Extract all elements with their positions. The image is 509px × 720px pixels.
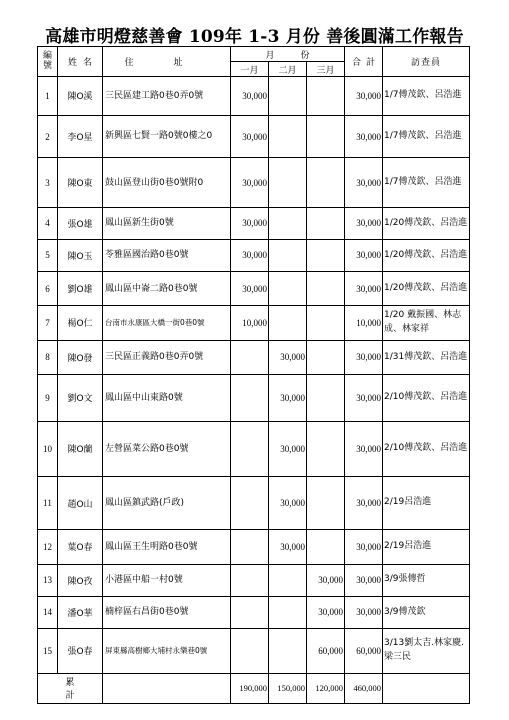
row-index: 4 [38,207,58,239]
row-month3-amount: 60,000 [307,628,345,673]
row-month1-amount: 30,000 [231,207,269,239]
totals-row [38,673,470,703]
row-index: 13 [38,564,58,596]
row-index: 7 [38,306,58,340]
report-title: 高雄市明燈慈善會 109年 1-3 月份 善後圓滿工作報告 [45,27,464,47]
row-index: 3 [38,158,58,207]
row-month1-amount [231,530,269,564]
row-name: 劉O雄 [58,272,103,306]
row-name: 葉O春 [58,530,103,564]
table-row [38,422,470,477]
row-month3-amount: 30,000 [307,564,345,596]
row-visitor: 2/19呂浩進 [383,530,470,564]
row-visitor: 1/20 戴振國、林志成、林家祥 [383,306,470,340]
row-total-amount: 30,000 [345,340,383,374]
table-row [38,158,470,207]
header-month-group: 月份 [231,47,345,62]
row-name: 劉O文 [58,374,103,421]
row-month2-amount: 30,000 [269,374,307,421]
row-address: 鳳山區王生明路0巷0號 [103,530,231,564]
row-month1-amount [231,596,269,628]
row-month3-amount [307,530,345,564]
table-row [38,596,470,628]
row-address: 鳳山區新生街0號 [103,207,231,239]
row-total-amount: 60,000 [345,628,383,673]
row-total-amount: 10,000 [345,306,383,340]
row-month3-amount [307,115,345,158]
row-address: 三民區建工路0巷0弄0號 [103,77,231,116]
row-total-amount: 30,000 [345,272,383,306]
row-visitor: 1/31傅茂欽、呂浩進 [383,340,470,374]
table-row [38,115,470,158]
table-row [38,530,470,564]
row-visitor: 2/19呂浩進 [383,476,470,530]
row-address: 鳳山區中崙二路0巷0號 [103,272,231,306]
header-index-line1: 編 [42,50,52,61]
row-index: 11 [38,476,58,530]
header-index [38,47,58,77]
row-index: 8 [38,340,58,374]
row-name: 張O雄 [58,207,103,239]
row-month3-amount: 30,000 [307,596,345,628]
row-month1-amount: 30,000 [231,77,269,116]
row-visitor: 1/7傅茂欽、呂浩進 [383,77,470,116]
row-month3-amount [307,207,345,239]
row-month1-amount: 10,000 [231,306,269,340]
row-name: 陳O孜 [58,564,103,596]
row-total-amount: 30,000 [345,158,383,207]
row-month3-amount [307,239,345,271]
totals-month2: 150,000 [269,673,307,703]
row-month1-amount: 30,000 [231,239,269,271]
row-name: 陳O東 [58,158,103,207]
row-month1-amount [231,628,269,673]
table-row [38,306,470,340]
row-total-amount: 30,000 [345,115,383,158]
row-month2-amount [269,564,307,596]
row-visitor: 1/20傅茂欽、呂浩進 [383,272,470,306]
row-index: 9 [38,374,58,421]
header-name: 姓名 [58,47,103,77]
row-visitor: 1/7傅茂欽、呂浩進 [383,115,470,158]
row-month2-amount: 30,000 [269,476,307,530]
row-month1-amount [231,422,269,477]
row-address: 左營區菜公路0巷0號 [103,422,231,477]
header-month1: 一月 [231,62,269,77]
row-total-amount: 30,000 [345,530,383,564]
row-month2-amount [269,306,307,340]
row-address: 屏東縣高樹鄉大埔村永樂巷0號 [103,628,231,673]
row-month2-amount [269,239,307,271]
table-row [38,374,470,421]
row-visitor: 1/7傅茂欽、呂浩進 [383,158,470,207]
row-name: 楊O仁 [58,306,103,340]
row-month3-amount [307,272,345,306]
row-visitor: 1/20傅茂欽、呂浩進 [383,207,470,239]
row-month1-amount [231,374,269,421]
row-total-amount: 30,000 [345,77,383,116]
row-month3-amount [307,422,345,477]
row-name: 趙O山 [58,476,103,530]
header-address: 住址 [103,47,231,77]
table-row [38,239,470,271]
totals-label: 累計 [38,673,103,703]
totals-month3: 120,000 [307,673,345,703]
row-address: 小港區中船一村0號 [103,564,231,596]
row-month1-amount [231,564,269,596]
row-month1-amount: 30,000 [231,272,269,306]
row-index: 2 [38,115,58,158]
row-visitor: 1/20傅茂欽、呂浩進 [383,239,470,271]
row-month3-amount [307,158,345,207]
totals-visitor-blank [383,673,470,703]
row-month3-amount [307,77,345,116]
report-table [37,46,470,704]
totals-month1: 190,000 [231,673,269,703]
row-total-amount: 30,000 [345,374,383,421]
row-index: 10 [38,422,58,477]
row-address: 楠梓區右昌街0巷0號 [103,596,231,628]
row-total-amount: 30,000 [345,239,383,271]
row-name: 陳O蘭 [58,422,103,477]
row-name: 張O春 [58,628,103,673]
row-index: 15 [38,628,58,673]
header-total: 合計 [345,47,383,77]
table-row [38,564,470,596]
totals-address-blank [103,673,231,703]
header-month3: 三月 [307,62,345,77]
row-address: 鼓山區登山街0巷0號附0 [103,158,231,207]
row-month1-amount [231,476,269,530]
row-name: 李O星 [58,115,103,158]
row-month1-amount [231,340,269,374]
row-index: 12 [38,530,58,564]
row-month2-amount: 30,000 [269,530,307,564]
row-address: 苓雅區國治路0巷0號 [103,239,231,271]
row-total-amount: 30,000 [345,422,383,477]
row-address: 鳳山區鎮武路(戶政) [103,476,231,530]
row-total-amount: 30,000 [345,476,383,530]
row-month2-amount [269,77,307,116]
row-index: 14 [38,596,58,628]
table-row [38,628,470,673]
header-month2: 二月 [269,62,307,77]
row-month3-amount [307,306,345,340]
row-address: 三民區正義路0巷0弄0號 [103,340,231,374]
row-month2-amount [269,115,307,158]
row-month2-amount: 30,000 [269,340,307,374]
row-total-amount: 30,000 [345,564,383,596]
row-month3-amount [307,374,345,421]
row-address: 新興區七賢一路0號0樓之0 [103,115,231,158]
table-row [38,272,470,306]
row-month1-amount: 30,000 [231,158,269,207]
row-name: 陳O發 [58,340,103,374]
row-index: 1 [38,77,58,116]
row-visitor: 3/13劉太吉.林家慶.梁三民 [383,628,470,673]
totals-grand-total: 460,000 [345,673,383,703]
row-name: 陳O玉 [58,239,103,271]
row-month1-amount: 30,000 [231,115,269,158]
row-month2-amount: 30,000 [269,422,307,477]
row-visitor: 2/10傅茂欽、呂浩進 [383,374,470,421]
row-month2-amount [269,158,307,207]
row-index: 5 [38,239,58,271]
row-address: 台南市永康區大橋一街0巷0號 [103,306,231,340]
row-month3-amount [307,340,345,374]
table-row [38,340,470,374]
row-month2-amount [269,272,307,306]
row-month2-amount [269,596,307,628]
row-month3-amount [307,476,345,530]
row-total-amount: 30,000 [345,596,383,628]
header-index-line2: 號 [42,60,52,71]
table-row [38,77,470,116]
table-row [38,207,470,239]
table-row [38,476,470,530]
row-visitor: 3/9張傳哲 [383,564,470,596]
row-name: 陳O溪 [58,77,103,116]
row-month2-amount [269,207,307,239]
row-name: 潘O華 [58,596,103,628]
row-index: 6 [38,272,58,306]
header-visitor: 訪查員 [383,47,470,77]
row-address: 鳳山區中山東路0號 [103,374,231,421]
row-total-amount: 30,000 [345,207,383,239]
row-visitor: 3/9傅茂欽 [383,596,470,628]
row-visitor: 2/10傅茂欽、呂浩進 [383,422,470,477]
header-row-1 [38,47,470,62]
row-month2-amount [269,628,307,673]
